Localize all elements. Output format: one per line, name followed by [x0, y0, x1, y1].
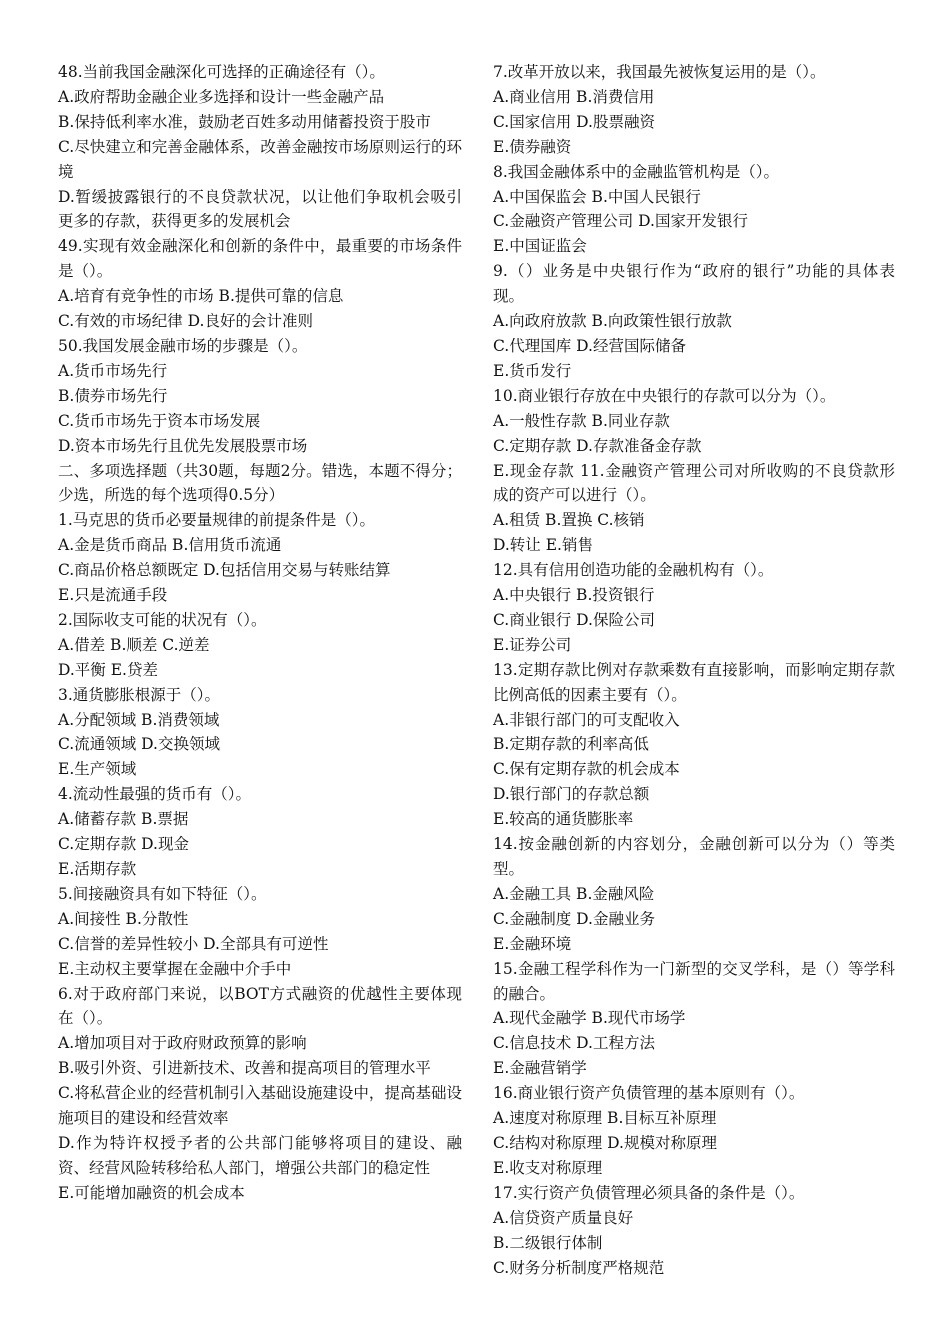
- question-line: A.培育有竞争性的市场 B.提供可靠的信息: [58, 287, 344, 306]
- question-line: 二、多项选择题（共30题，每题2分。错选，本题不得分；少选，所选的每个选项得0.5分）: [58, 461, 462, 505]
- question-line: A.非银行部门的可支配收入: [493, 710, 680, 729]
- question-line: C.国家信用 D.股票融资: [493, 112, 655, 131]
- question-line: E.活期存款: [58, 860, 137, 878]
- question-line: 50.我国发展金融市场的步骤是（）。: [58, 336, 308, 355]
- question-line: 17.实行资产负债管理必须具备的条件是（）。: [493, 1183, 805, 1202]
- question-line: B.吸引外资、引进新技术、改善和提高项目的管理水平: [58, 1059, 431, 1078]
- question-line: C.信誉的差异性较小 D.全部具有可逆性: [58, 934, 329, 953]
- question-line: C.流通领域 D.交换领域: [58, 735, 220, 754]
- question-line: B.保持低利率水准，鼓励老百姓多动用储蓄投资于股市: [58, 112, 431, 131]
- question-line: 13.定期存款比例对存款乘数有直接影响，而影响定期存款比例高低的因素主要有（）。: [493, 660, 895, 704]
- question-line: E.现金存款 11.金融资产管理公司对所收购的不良贷款形成的资产可以进行（）。: [493, 461, 895, 505]
- question-line: D.作为特许权授予者的公共部门能够将项目的建设、融资、经营风险转移给私人部门，增强公共部门的稳定性: [58, 1133, 462, 1177]
- question-line: E.债券融资: [493, 137, 572, 156]
- question-line: A.速度对称原理 B.目标互补原理: [493, 1109, 717, 1128]
- question-line: C.代理国库 D.经营国际储备: [493, 336, 686, 355]
- question-line: 2.国际收支可能的状况有（）。: [58, 610, 267, 629]
- question-line: C.财务分析制度严格规范: [493, 1258, 665, 1277]
- question-line: C.货币市场先于资本市场发展: [58, 411, 261, 430]
- question-line: 10.商业银行存放在中央银行的存款可以分为（）。: [493, 386, 836, 405]
- question-line: A.储蓄存款 B.票据: [58, 810, 189, 829]
- question-line: 8.我国金融体系中的金融监管机构是（）。: [493, 162, 780, 181]
- question-line: 5.间接融资具有如下特征（）。: [58, 884, 267, 903]
- question-line: 4.流动性最强的货币有（）。: [58, 785, 252, 804]
- question-line: C.金融资产管理公司 D.国家开发银行: [493, 212, 748, 231]
- question-line: A.货币市场先行: [58, 361, 168, 380]
- question-line: D.转让 E.销售: [493, 536, 593, 555]
- question-line: 9.（）业务是中央银行作为“政府的银行”功能的具体表现。: [493, 262, 895, 306]
- question-line: 15.金融工程学科作为一门新型的交叉学科，是（）等学科的融合。: [493, 959, 895, 1003]
- question-line: A.政府帮助金融企业多选择和设计一些金融产品: [58, 87, 385, 106]
- question-line: A.中国保监会 B.中国人民银行: [493, 187, 701, 206]
- question-line: C.有效的市场纪律 D.良好的会计准则: [58, 312, 313, 331]
- question-line: C.将私营企业的经营机制引入基础设施建设中，提高基础设施项目的建设和经营效率: [58, 1084, 462, 1128]
- question-line: B.债券市场先行: [58, 386, 168, 405]
- question-line: D.平衡 E.贷差: [58, 660, 158, 679]
- question-line: C.定期存款 D.存款准备金存款: [493, 436, 702, 455]
- question-line: D.银行部门的存款总额: [493, 785, 650, 804]
- question-line: E.主动权主要掌握在金融中介手中: [58, 959, 292, 978]
- question-line: E.只是流通手段: [58, 586, 168, 605]
- question-line: A.信贷资产质量良好: [493, 1208, 634, 1227]
- question-line: E.金融环境: [493, 934, 572, 953]
- question-line: A.分配领域 B.消费领域: [58, 710, 220, 729]
- question-line: C.尽快建立和完善金融体系，改善金融按市场原则运行的环境: [58, 137, 462, 181]
- question-line: C.结构对称原理 D.规模对称原理: [493, 1133, 717, 1152]
- question-line: E.可能增加融资的机会成本: [58, 1183, 245, 1202]
- question-line: E.生产领域: [58, 760, 137, 779]
- right-column: [493, 60, 895, 1280]
- question-line: C.商业银行 D.保险公司: [493, 610, 655, 629]
- question-line: A.增加项目对于政府财政预算的影响: [58, 1034, 307, 1053]
- question-line: 12.具有信用创造功能的金融机构有（）。: [493, 561, 774, 580]
- question-line: A.中央银行 B.投资银行: [493, 586, 655, 605]
- question-line: A.一般性存款 B.同业存款: [493, 411, 670, 430]
- question-line: A.租赁 B.置换 C.核销: [493, 511, 645, 530]
- question-line: A.金融工具 B.金融风险: [493, 884, 655, 903]
- left-column: [58, 60, 462, 1206]
- question-line: 3.通货膨胀根源于（）。: [58, 685, 221, 704]
- question-line: B.二级银行体制: [493, 1233, 603, 1252]
- question-line: 48.当前我国金融深化可选择的正确途径有（）。: [58, 63, 385, 81]
- question-line: 16.商业银行资产负债管理的基本原则有（）。: [493, 1084, 805, 1103]
- question-line: E.中国证监会: [493, 237, 587, 256]
- question-line: C.信息技术 D.工程方法: [493, 1034, 655, 1053]
- question-line: C.金融制度 D.金融业务: [493, 909, 655, 928]
- question-line: D.资本市场先行且优先发展股票市场: [58, 436, 308, 455]
- question-line: E.收支对称原理: [493, 1158, 603, 1177]
- question-line: A.商业信用 B.消费信用: [493, 87, 655, 106]
- question-line: E.货币发行: [493, 361, 572, 380]
- question-line: E.金融营销学: [493, 1059, 587, 1078]
- question-line: C.保有定期存款的机会成本: [493, 760, 680, 779]
- question-line: 1.马克思的货币必要量规律的前提条件是（）。: [58, 511, 376, 530]
- question-line: 14.按金融创新的内容划分，金融创新可以分为（）等类型。: [493, 835, 895, 878]
- question-line: E.较高的通货膨胀率: [493, 810, 634, 829]
- question-line: C.定期存款 D.现金: [58, 835, 189, 854]
- question-line: A.现代金融学 B.现代市场学: [493, 1009, 686, 1028]
- question-line: A.金是货币商品 B.信用货币流通: [58, 536, 282, 555]
- question-line: A.向政府放款 B.向政策性银行放款: [493, 312, 732, 331]
- question-line: 49.实现有效金融深化和创新的条件中，最重要的市场条件是（）。: [58, 237, 462, 281]
- question-line: A.借差 B.顺差 C.逆差: [58, 635, 210, 654]
- question-line: B.定期存款的利率高低: [493, 735, 649, 754]
- question-line: E.证券公司: [493, 635, 572, 654]
- question-line: C.商品价格总额既定 D.包括信用交易与转账结算: [58, 561, 391, 580]
- question-line: D.暂缓披露银行的不良贷款状况，以让他们争取机会吸引更多的存款，获得更多的发展机会: [58, 187, 462, 231]
- question-line: 6.对于政府部门来说，以BOT方式融资的优越性主要体现在（）。: [58, 984, 462, 1028]
- question-line: A.间接性 B.分散性: [58, 909, 189, 928]
- question-line: 7.改革开放以来，我国最先被恢复运用的是（）。: [493, 63, 826, 81]
